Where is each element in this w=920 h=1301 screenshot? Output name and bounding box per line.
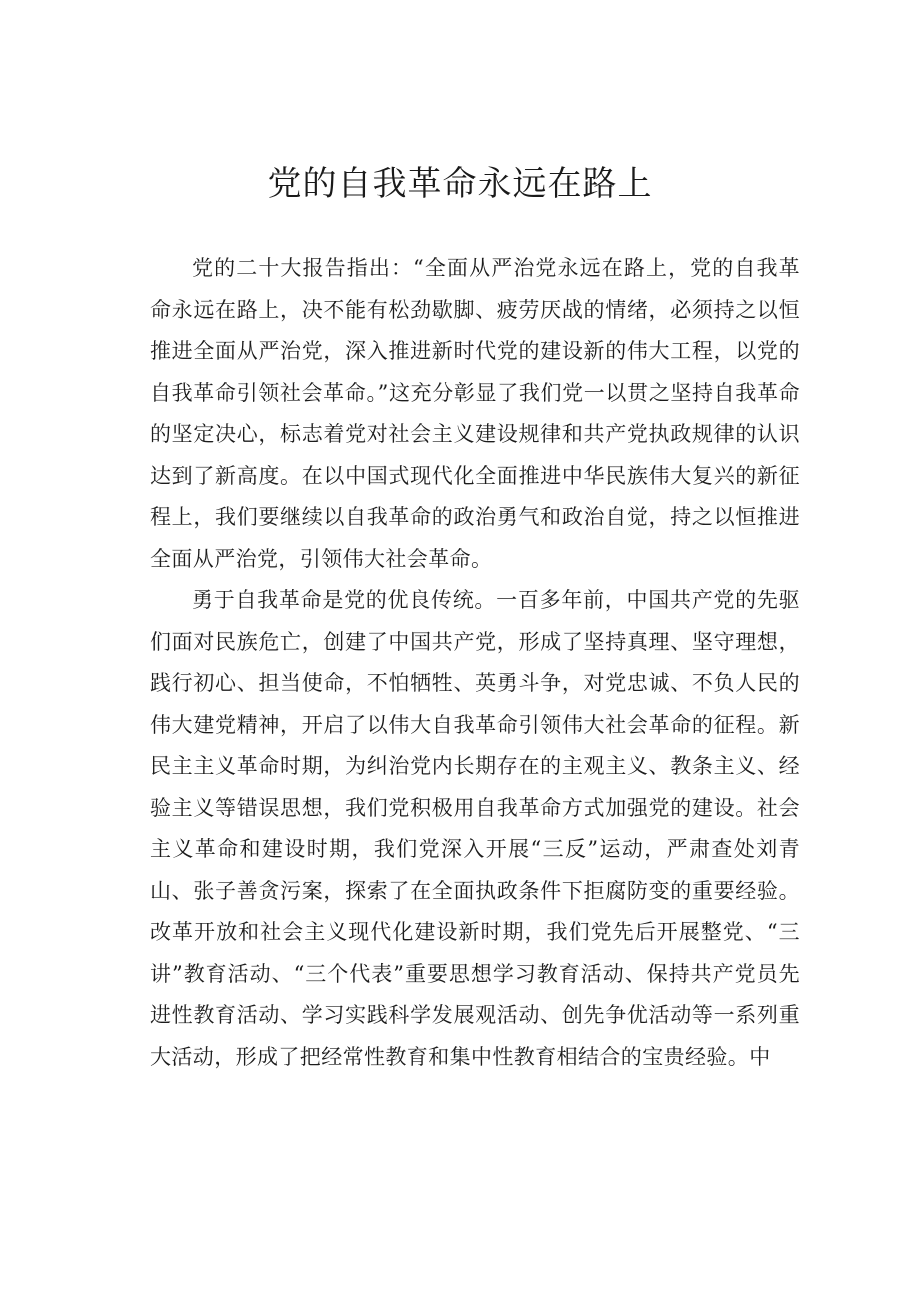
paragraph-1: 党的二十大报告指出：“全面从严治党永远在路上，党的自我革命永远在路上，决不能有松劲歇脚、疲劳厌战的情绪，必须持之以恒推进全面从严治党，深入推进新时代党的建设新的伟大工程，以党的自我革命引领社会革命。”这充分彰显了我们党一以贯之坚持自我革命的坚定决心，标志着党对社会主义建设规律和共产党执政规律的认识达到了新高度。在以中国式现代化全面推进中华民族伟大复兴的新征程上，我们要继续以自我革命的政治勇气和政治自觉，持之以恒推进全面从严治党，引领伟大社会革命。 xyxy=(150,256,800,571)
document-title: 党的自我革命永远在路上 xyxy=(267,164,653,204)
paragraph-2: 勇于自我革命是党的优良传统。一百多年前，中国共产党的先驱们面对民族危亡，创建了中国共产党，形成了坚持真理、坚守理想，践行初心、担当使命，不怕牺牲、英勇斗争，对党忠诚、不负人民的伟大建党精神，开启了以伟大自我革命引领伟大社会革命的征程。新民主主义革命时期，为纠治党内长期存在的主观主义、教条主义、经验主义等错误思想，我们党积极用自我革命方式加强党的建设。社会主义革命和建设时期，我们党深入开展“三反”运动，严肃查处刘青山、张子善贪污案，探索了在全面执政条件下拒腐防变的重要经验。改革开放和社会主义现代化建设新时期，我们党先后开展整党、“三讲”教育活动、“三个代表”重要思想学习教育活动、保持共产党员先进性教育活动、学习实践科学发展观活动、创先争优活动等一系列重大活动，形成了把经常性教育和集中性教育相结合的宝贵经验。中 xyxy=(150,588,800,1069)
document-body xyxy=(150,248,800,1078)
